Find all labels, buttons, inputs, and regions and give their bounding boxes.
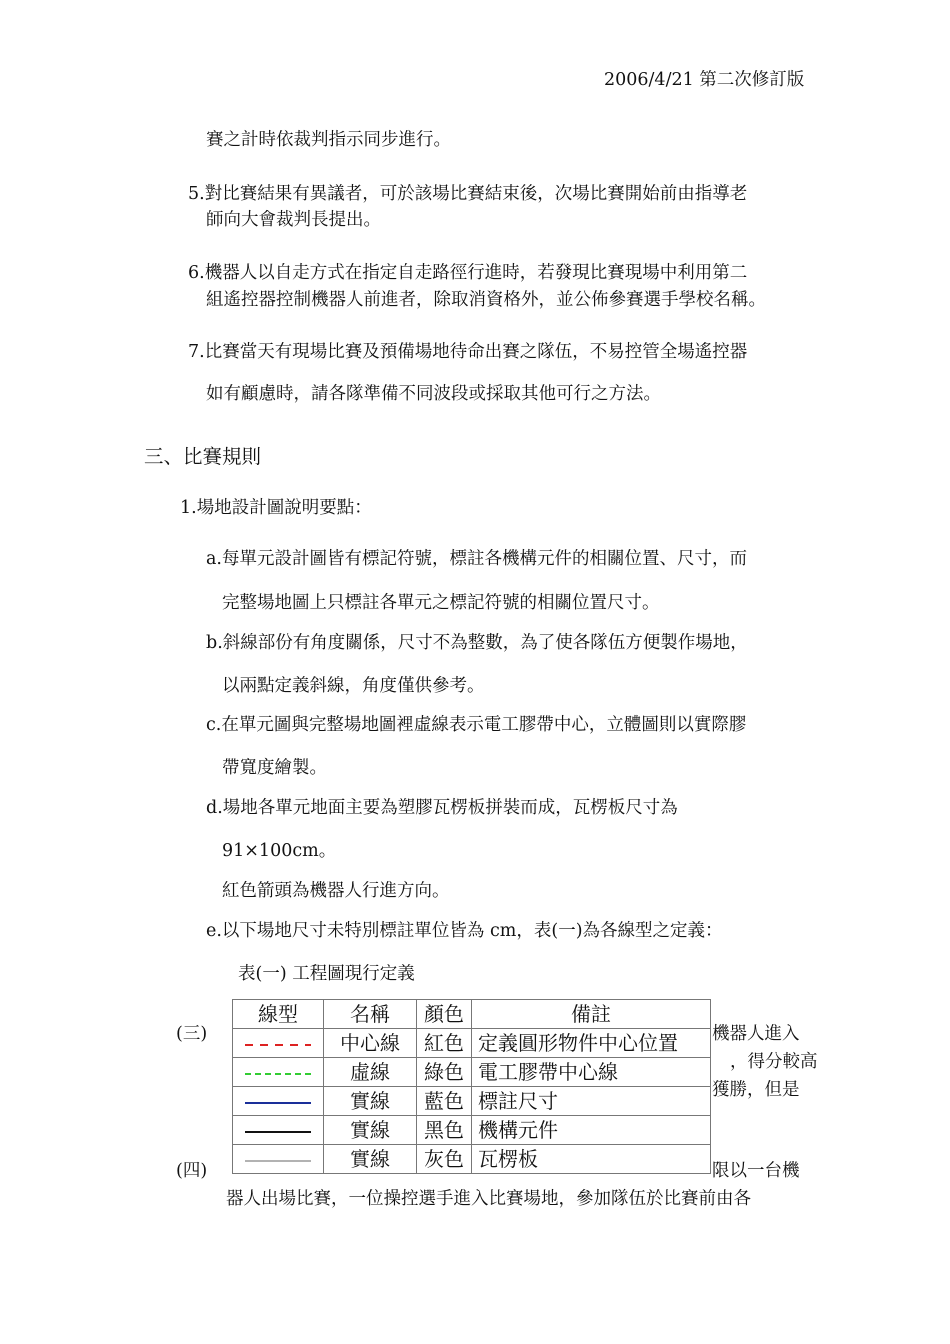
rule1-title: 1.場地設計圖說明要點： — [180, 498, 372, 518]
item6-line2: 組遙控器控制機器人前進者，除取消資格外，並公佈參賽選手學校名稱。 — [206, 290, 766, 310]
rule-a-line2: 完整場地圖上只標註各單元之標記符號的相關位置尺寸。 — [222, 593, 660, 613]
rule-c-line2: 帶寬度繪製。 — [222, 758, 327, 778]
section3-heading: 三、比賽規則 — [144, 445, 262, 468]
item4b-line2: 器人出場比賽，一位操控選手進入比賽場地，參加隊伍於比賽前由各 — [226, 1189, 751, 1209]
row-name: 實線 — [324, 1145, 417, 1174]
rule-d-line2: 91×100cm。 — [222, 841, 337, 861]
row-color: 黑色 — [417, 1116, 472, 1145]
rule-a-line1: a.每單元設計圖皆有標記符號，標註各機構元件的相關位置、尺寸，而 — [206, 549, 747, 569]
item5-line1: 5.對比賽結果有異議者，可於該場比賽結束後，次場比賽開始前由指導老 — [188, 184, 748, 204]
item4-continuation: 賽之計時依裁判指示同步進行。 — [206, 130, 451, 150]
item3-right2: ，得分較高 — [730, 1052, 818, 1072]
table-row — [233, 1116, 711, 1145]
table-row — [233, 1087, 711, 1116]
row-color: 藍色 — [417, 1087, 472, 1116]
row-name: 實線 — [324, 1087, 417, 1116]
rule-c-line1: c.在單元圖與完整場地圖裡虛線表示電工膠帶中心，立體圖則以實際膠 — [206, 715, 747, 735]
item4b-label: (四) — [176, 1161, 208, 1181]
rule-b-line1: b.斜線部份有角度關係，尺寸不為整數，為了使各隊伍方便製作場地， — [206, 633, 748, 653]
line-type-table — [232, 999, 711, 1174]
header-remark: 備註 — [472, 1000, 711, 1029]
line-sample-gray-solid — [233, 1145, 324, 1174]
item7-line2: 如有顧慮時，請各隊準備不同波段或採取其他可行之方法。 — [206, 384, 661, 404]
table-row — [233, 1145, 711, 1174]
header-line-type: 線型 — [233, 1000, 324, 1029]
table-header-row — [233, 1000, 711, 1029]
row-remark: 定義圓形物件中心位置 — [472, 1029, 711, 1058]
row-name: 實線 — [324, 1116, 417, 1145]
item3-label: (三) — [176, 1024, 208, 1044]
row-color: 綠色 — [417, 1058, 472, 1087]
rule-e-line1: e.以下場地尺寸未特別標註單位皆為 cm，表(一)為各線型之定義： — [206, 921, 723, 941]
header-name: 名稱 — [324, 1000, 417, 1029]
item4b-right1: 限以一台機 — [712, 1161, 800, 1181]
line-sample-black-solid — [233, 1116, 324, 1145]
line-sample-red-dashed — [233, 1029, 324, 1058]
rule-d-line3: 紅色箭頭為機器人行進方向。 — [222, 881, 450, 901]
row-name: 中心線 — [324, 1029, 417, 1058]
item6-line1: 6.機器人以自走方式在指定自走路徑行進時，若發現比賽現場中利用第二 — [188, 263, 748, 283]
item3-right1: 機器人進入 — [712, 1024, 800, 1044]
row-remark: 電工膠帶中心線 — [472, 1058, 711, 1087]
header-revision: 2006/4/21 第二次修訂版 — [604, 70, 805, 90]
row-color: 紅色 — [417, 1029, 472, 1058]
table-row — [233, 1058, 711, 1087]
line-sample-blue-solid — [233, 1087, 324, 1116]
rule-b-line2: 以兩點定義斜線，角度僅供參考。 — [222, 676, 485, 696]
table-row — [233, 1029, 711, 1058]
table-caption: 表(一) 工程圖現行定義 — [238, 964, 415, 984]
row-name: 虛線 — [324, 1058, 417, 1087]
line-sample-green-dashed — [233, 1058, 324, 1087]
item7-line1: 7.比賽當天有現場比賽及預備場地待命出賽之隊伍，不易控管全場遙控器 — [188, 342, 748, 362]
row-remark: 瓦楞板 — [472, 1145, 711, 1174]
item5-line2: 師向大會裁判長提出。 — [206, 210, 381, 230]
row-remark: 標註尺寸 — [472, 1087, 711, 1116]
rule-d-line1: d.場地各單元地面主要為塑膠瓦楞板拼裝而成，瓦楞板尺寸為 — [206, 798, 678, 818]
row-remark: 機構元件 — [472, 1116, 711, 1145]
header-color: 顏色 — [417, 1000, 472, 1029]
row-color: 灰色 — [417, 1145, 472, 1174]
item3-right3: 獲勝，但是 — [712, 1080, 800, 1100]
